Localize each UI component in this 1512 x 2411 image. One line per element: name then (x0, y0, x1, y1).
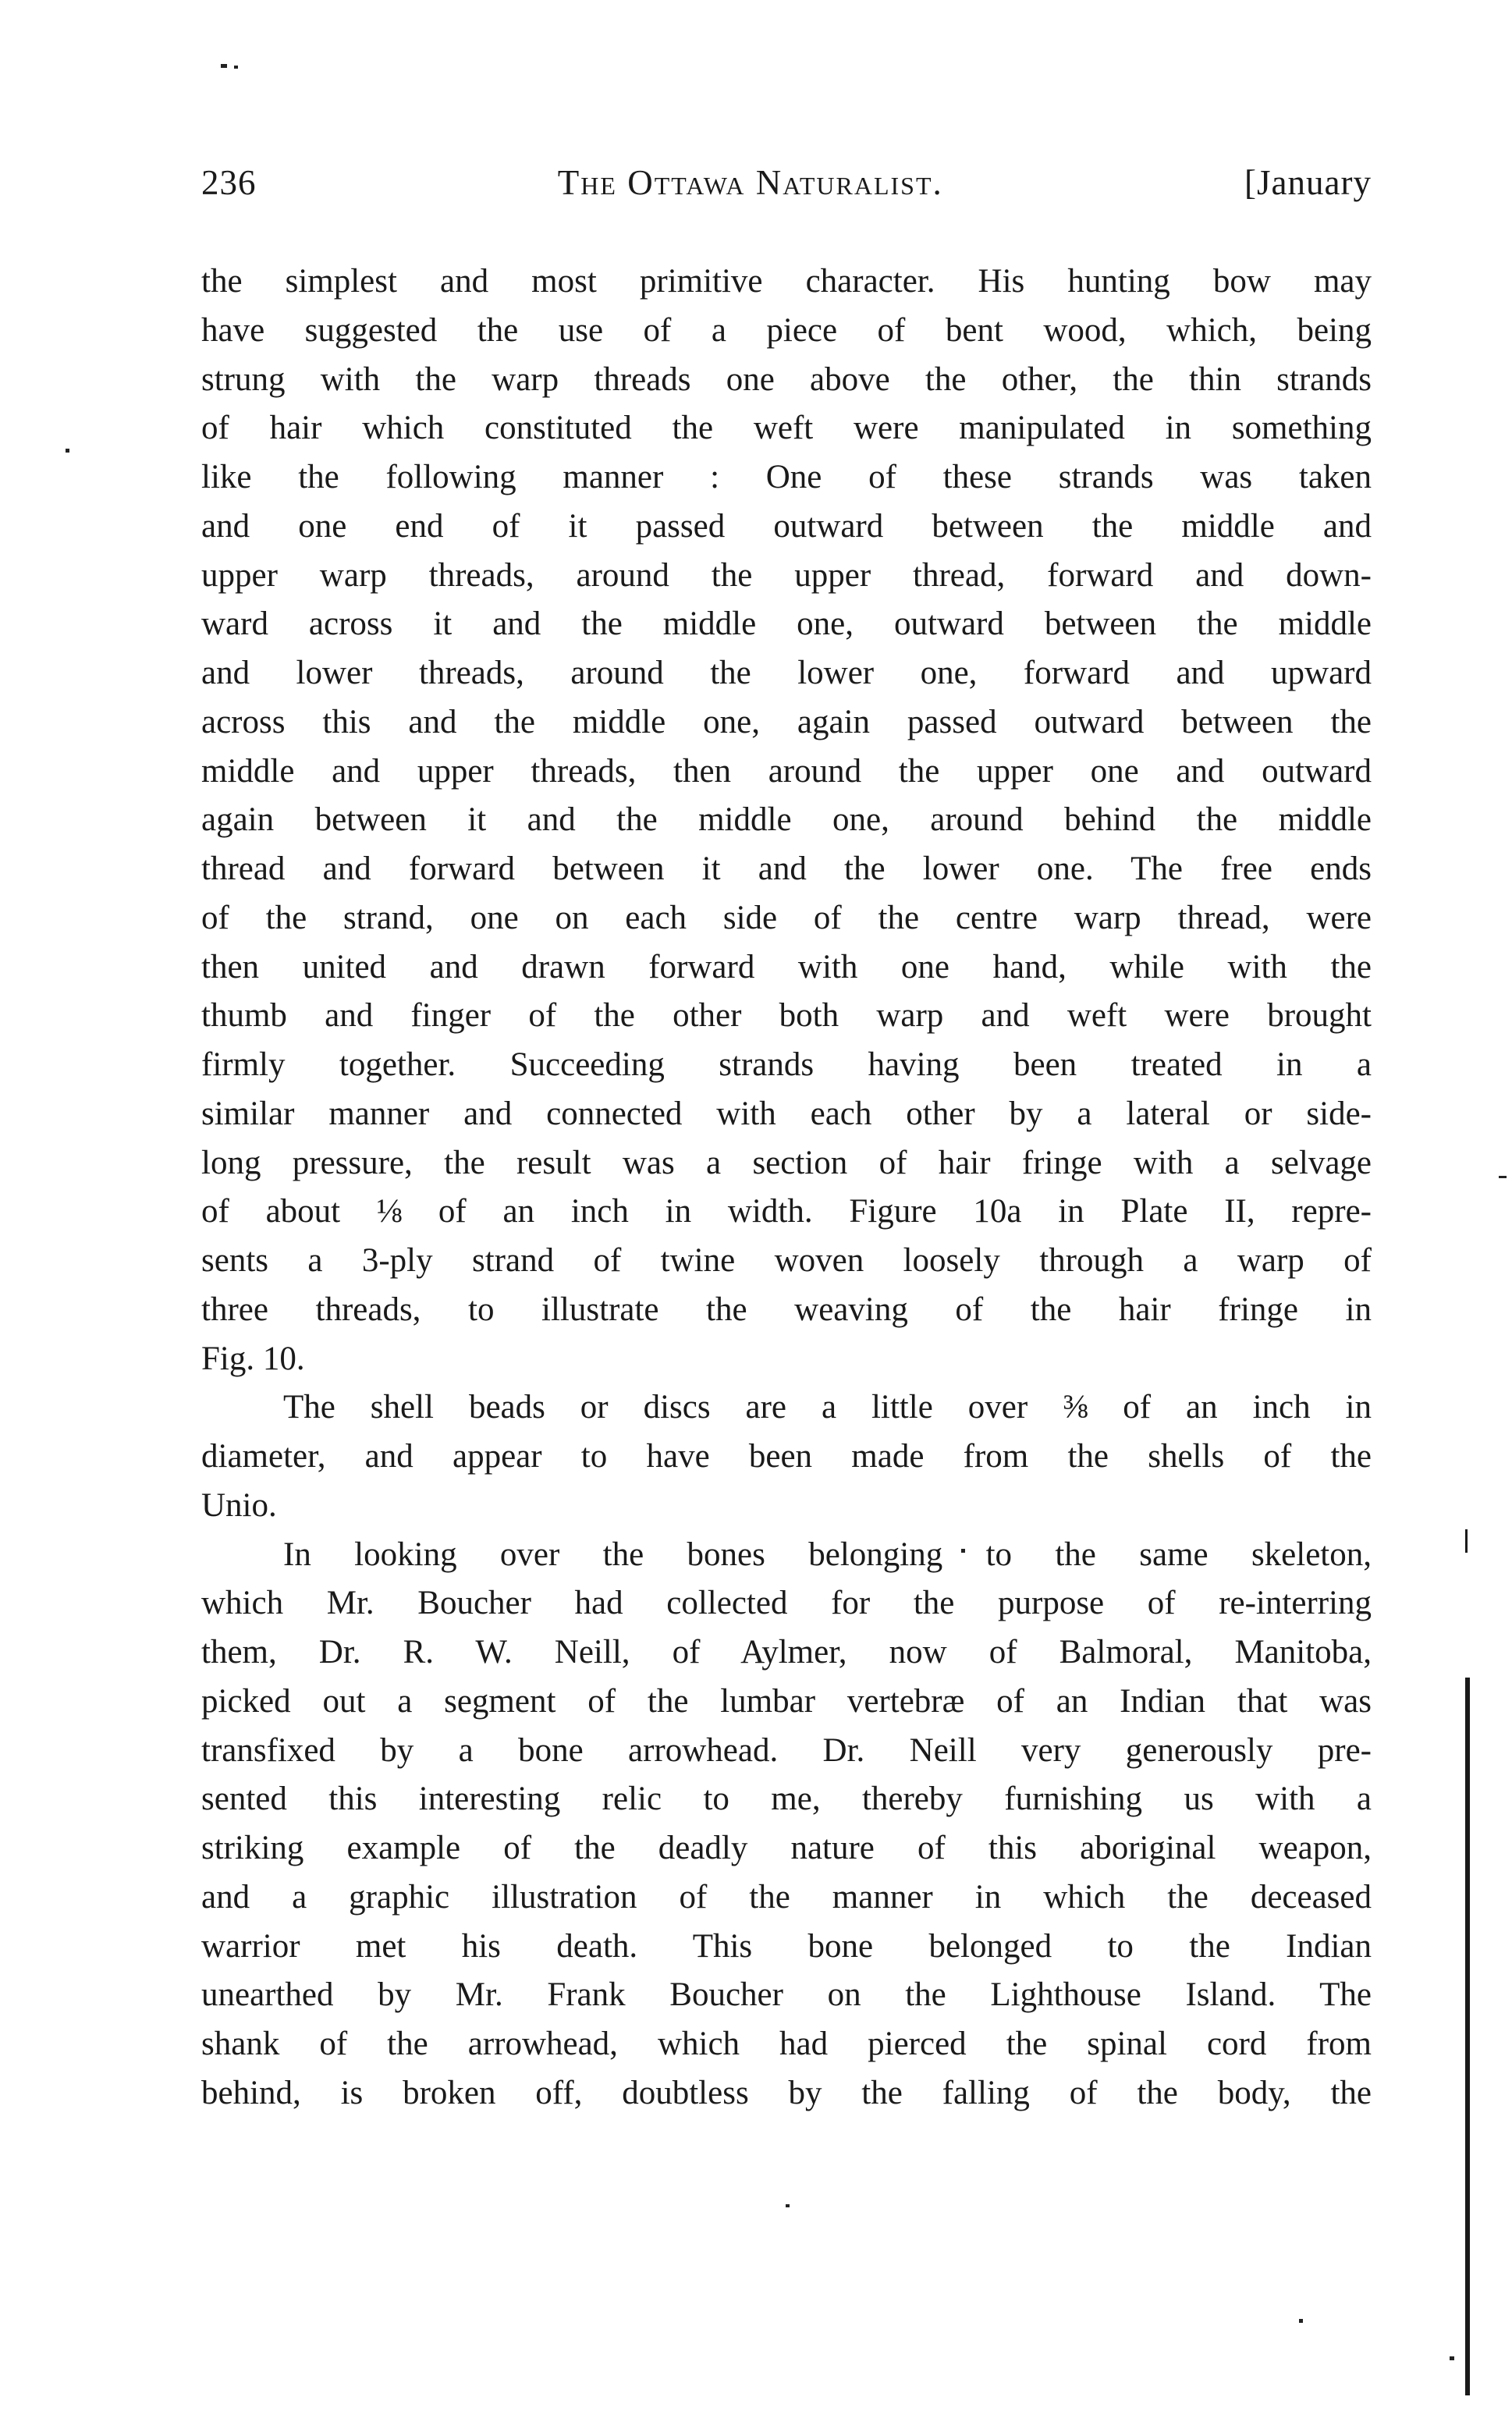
text-line: middle and upper threads, then around the upper one and outward (201, 752, 1372, 790)
text-line: them, Dr. R. W. Neill, of Aylmer, now of Balmoral, Manitoba, (201, 1634, 1372, 1671)
text-line: firmly together. Succeeding strands having been treated in a (201, 1046, 1372, 1083)
text-line: of hair which constituted the weft were manipulated in something (201, 410, 1372, 447)
scan-speck (234, 66, 238, 69)
text-line: behind, is broken off, doubtless by the falling of the body, the (201, 2074, 1372, 2111)
journal-title: The Ottawa Naturalist. (557, 163, 943, 202)
scan-speck (221, 64, 227, 68)
text-line: like the following manner : One of these strands was taken (201, 459, 1372, 495)
text-line: Fig. 10. (201, 1340, 305, 1377)
text-line: sents a 3-ply strand of twine woven loosely through a warp of (201, 1242, 1372, 1279)
scan-speck (1299, 2319, 1303, 2323)
text-line: shank of the arrowhead, which had pierced the spinal cord from (201, 2026, 1372, 2062)
text-line: transfixed by a bone arrowhead. Dr. Neill very generously pre- (201, 1731, 1372, 1769)
text-line: thread and forward between it and the lower one. The free ends (201, 850, 1372, 887)
text-line: strung with the warp threads one above the other, the thin strands (201, 360, 1372, 398)
text-line: have suggested the use of a piece of bent wood, which, being (201, 311, 1372, 349)
text-line: Unio. (201, 1486, 277, 1524)
text-line: striking example of the deadly nature of this aboriginal weapon, (201, 1830, 1372, 1866)
scan-margin-edge (1465, 1678, 1470, 2395)
text-line: In looking over the bones belonging to the same skeleton, (283, 1536, 1372, 1573)
text-line: ward across it and the middle one, outward between the middle (201, 605, 1372, 643)
text-line: across this and the middle one, again passed outward between the (201, 703, 1372, 740)
text-line: thumb and finger of the other both warp and weft were brought (201, 997, 1372, 1035)
running-head-month: [January (1244, 163, 1372, 202)
text-line: and a graphic illustration of the manner in which the deceased (201, 1878, 1372, 1916)
text-line: which Mr. Boucher had collected for the purpose of re-interring (201, 1585, 1372, 1622)
text-line: The shell beads or discs are a little over ⅜ of an inch in (283, 1389, 1372, 1426)
text-line: long pressure, the result was a section of hair fringe with a selvage (201, 1144, 1372, 1181)
text-line: of about ⅛ of an inch in width. Figure 10a in Plate II, repre- (201, 1193, 1372, 1230)
running-head (201, 162, 1372, 217)
text-line: three threads, to illustrate the weaving of the hair fringe in (201, 1291, 1372, 1328)
text-line: warrior met his death. This bone belonged to the Indian (201, 1927, 1372, 1965)
text-line: and one end of it passed outward between the middle and (201, 507, 1372, 545)
scan-speck (786, 2204, 790, 2207)
text-line: again between it and the middle one, around behind the middle (201, 801, 1372, 839)
text-line: upper warp threads, around the upper thread, forward and down- (201, 556, 1372, 594)
scan-speck (1450, 2356, 1454, 2360)
scan-margin-edge (1465, 1529, 1468, 1553)
scan-speck (1499, 1176, 1507, 1178)
text-line: then united and drawn forward with one hand, while with the (201, 948, 1372, 985)
text-line: similar manner and connected with each other by a lateral or side- (201, 1095, 1372, 1132)
text-line: picked out a segment of the lumbar vertebræ of an Indian that was (201, 1682, 1372, 1720)
text-line: diameter, and appear to have been made from the shells of the (201, 1438, 1372, 1475)
scan-speck (66, 449, 69, 453)
text-line: and lower threads, around the lower one, forward and upward (201, 655, 1372, 691)
text-line: unearthed by Mr. Frank Boucher on the Lighthouse Island. The (201, 1976, 1372, 2014)
text-line: of the strand, one on each side of the centre warp thread, were (201, 899, 1372, 936)
text-line: the simplest and most primitive character. His hunting bow may (201, 263, 1372, 300)
body-text (201, 257, 1372, 2118)
text-line: sented this interesting relic to me, thereby furnishing us with a (201, 1781, 1372, 1818)
page-number: 236 (201, 163, 257, 202)
